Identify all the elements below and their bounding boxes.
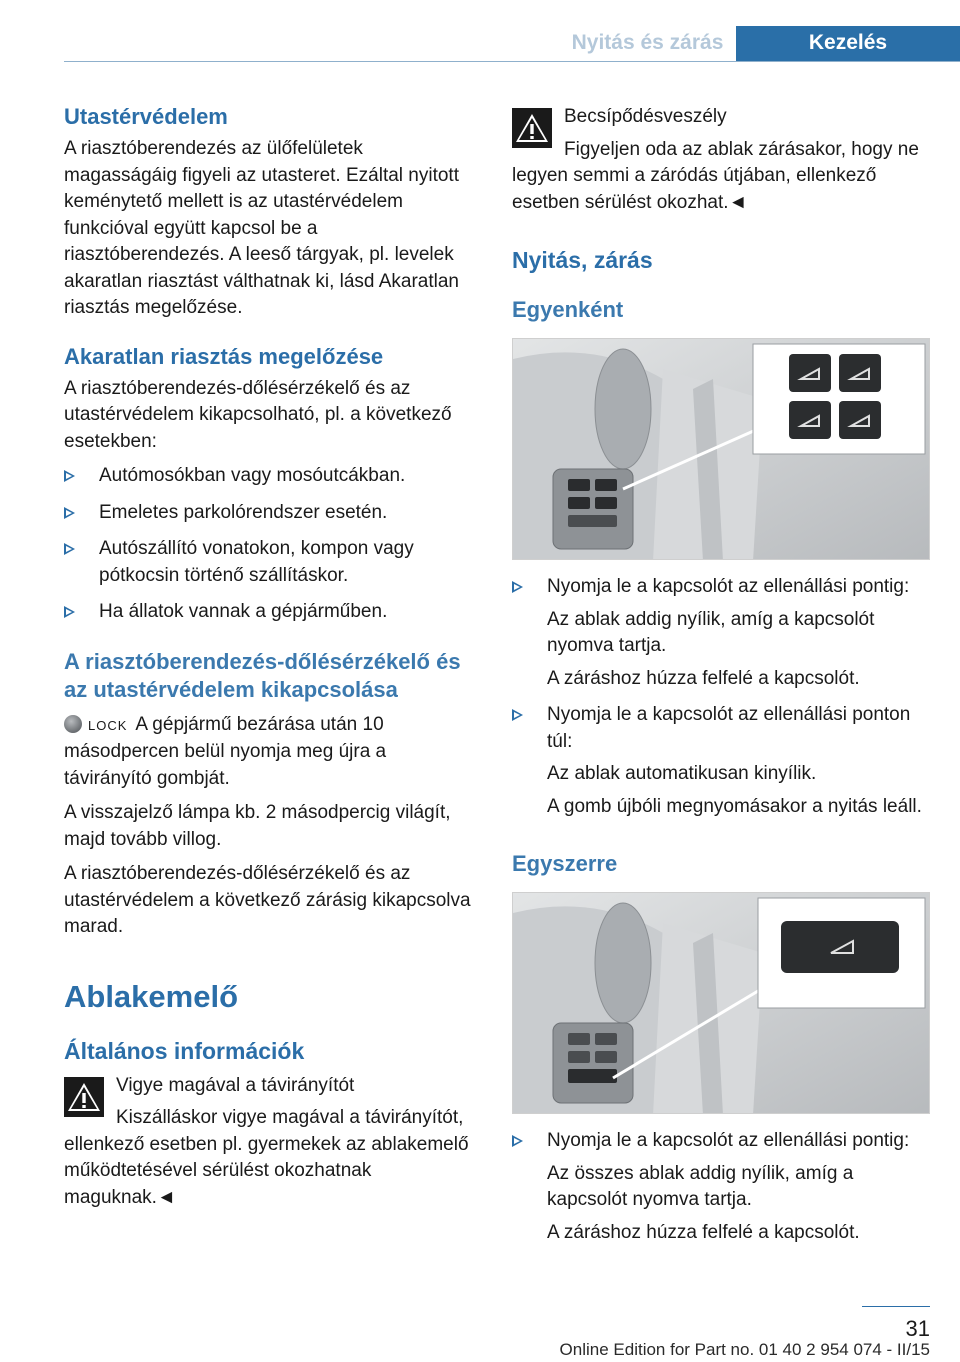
page-header [0,0,960,62]
list-individual [512,574,930,820]
paragraph-marad: A riasztóberendezés-dőlésérzékelő és az utastérvédelem a következő zárásig kikapcsolva marad. [64,863,471,937]
heading-ablakemelo: Ablakemelő [64,978,239,1014]
warning-icon [64,1077,104,1117]
heading-nyitas-zaras: Nyitás, zárás [512,247,653,273]
paragraph-visszajelzo: A visszajelző lámpa kb. 2 másodpercig világít, majd tovább villog. [64,802,451,850]
header-chapter-label: Kezelés [736,26,960,62]
page-number: 31 [905,1316,930,1341]
list-item: Ha állatok vannak a gépjárműben. [64,599,478,626]
lock-label: LOCK [88,717,128,733]
heading-egyenkent: Egyenként [512,297,624,322]
paragraph-utastervedelem: A riasztóberendezés az ülőfelületek magasságáig figyeli az utasteret. Ezáltal nyitott keménytető mellett is az utastérvédelem funkcióval együtt kapcsol be a riasztóberendezés. A leeső tárgyak, pl. levelek akaratlan riasztást válthatnak ki, lásd Akaratlan riasztás megelőzése. [64,138,459,318]
warning-remote [64,1073,478,1212]
triangle-bullet-icon [64,507,75,519]
remote-lock-button-icon [64,715,82,733]
door-panel-illustration [513,893,930,1114]
figure-window-switch-all [512,892,930,1114]
warning-body: Figyeljen oda az ablak zárásakor, hogy ne legyen semmi a záródás útjában, ellenkező esetben sérülést okozhat.◄ [512,138,919,213]
list-all [512,1128,930,1246]
heading-altalanos-informaciok: Általános információk [64,1037,305,1064]
triangle-bullet-icon [64,606,75,618]
triangle-bullet-icon [64,470,75,482]
edition-note: Online Edition for Part no. 01 40 2 954 074 - II/15 [559,1340,930,1359]
list-item: Nyomja le a kapcsolót az ellenállási ponton túl: Az ablak automatikusan kinyílik. A gomb újbóli megnyomásakor a nyitás leáll. [512,702,930,820]
right-column [512,100,930,1246]
warning-icon [512,108,552,148]
header-divider [64,61,960,62]
list-item: Autómosókban vagy mosóutcákban. [64,463,478,490]
heading-egyszerre: Egyszerre [512,851,618,876]
warning-title: Becsípődésveszély [564,106,727,127]
list-item: Emeletes parkolórendszer esetén. [64,500,478,527]
triangle-bullet-icon [64,543,75,555]
triangle-bullet-icon [512,709,523,721]
figure-window-switches-individual [512,338,930,560]
left-column [64,100,478,1211]
warning-title: Vigye magával a távirányítót [116,1074,355,1096]
heading-utastervedelem: Utastérvédelem [64,104,228,129]
list-item: Autószállító vonatokon, kompon vagy pótkocsin történő szállításkor. [64,536,478,589]
list-akaratlan-riasztas [64,463,478,626]
triangle-bullet-icon [512,581,523,593]
triangle-bullet-icon [512,1135,523,1147]
paragraph-akaratlan-riasztas: A riasztóberendezés-dőlésérzékelő és az utastérvédelem kikapcsolható, pl. a következő esetekben: [64,377,452,452]
door-panel-illustration [513,339,930,560]
heading-akaratlan-riasztas: Akaratlan riasztás megelőzése [64,343,384,369]
footer-divider [862,1306,930,1307]
warning-body: Kiszálláskor vigye magával a távirányítót, ellenkező esetben pl. gyermekek az ablakemelő működtetésével sérülést okozhatnak maguknak.◄ [64,1107,469,1208]
warning-pinch [512,104,930,216]
paragraph-lock: LOCK A gépjármű bezárása után 10 másodpercen belül nyomja meg újra a távirányító gombját. [64,713,387,789]
header-section-label: Nyitás és zárás [571,31,724,54]
heading-kikapcsolasa: A riasztóberendezés-dőlésérzékelő és az utastérvédelem kikapcsolása [64,648,461,702]
list-item: Nyomja le a kapcsolót az ellenállási pontig: Az összes ablak addig nyílik, amíg a kapcsolót nyomva tartja. A záráshoz húzza felfelé a kapcsolót. [512,1128,930,1246]
list-item: Nyomja le a kapcsolót az ellenállási pontig: Az ablak addig nyílik, amíg a kapcsolót nyomva tartja. A záráshoz húzza felfelé a kapcsolót. [512,574,930,692]
